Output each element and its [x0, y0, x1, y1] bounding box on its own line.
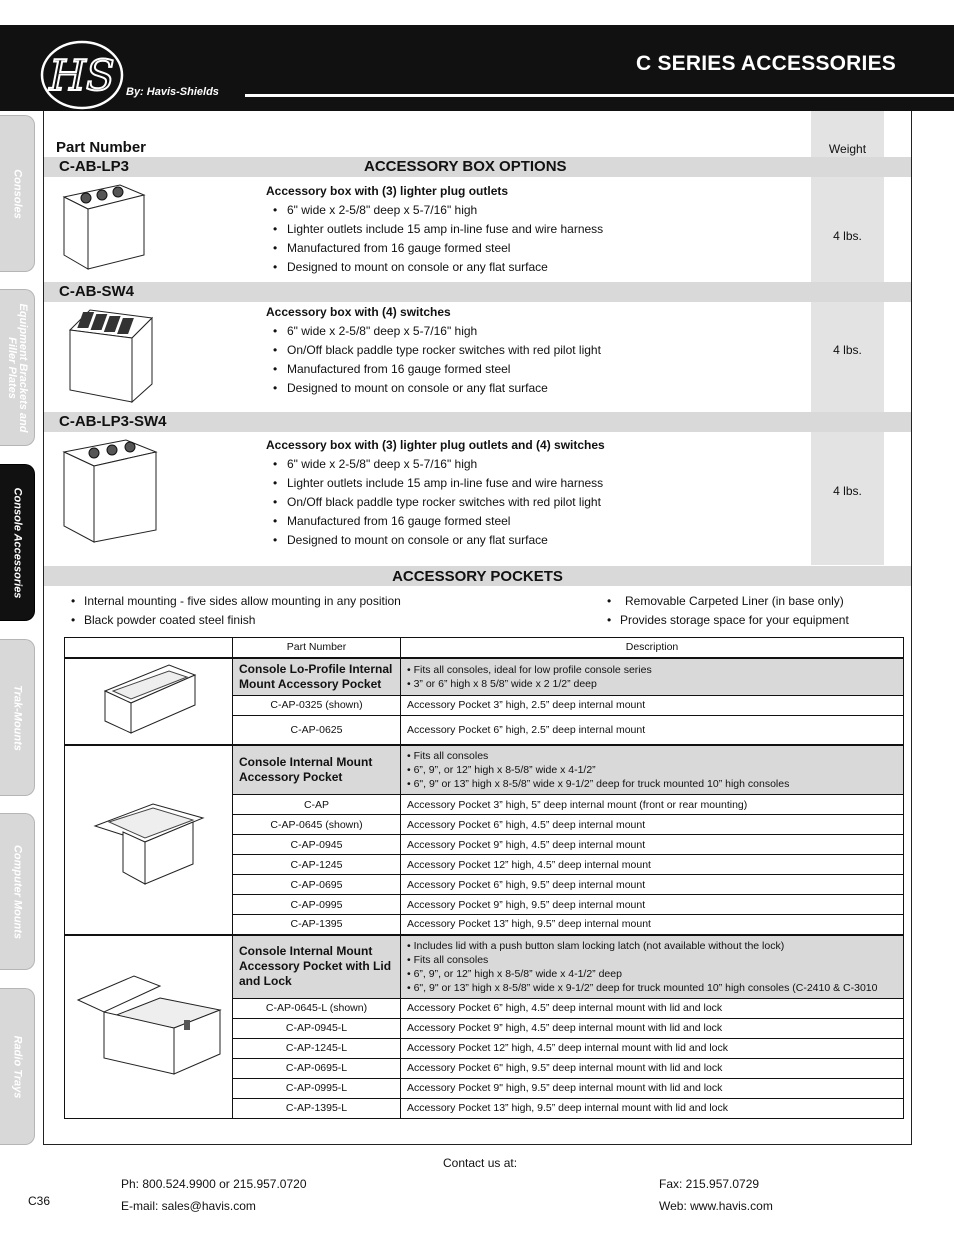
pocket-notes	[401, 935, 904, 999]
note: • 6”, 9”, or 12” high x 8-5/8” wide x 4-1/2”	[407, 763, 897, 777]
pocket-image-cell	[65, 658, 233, 746]
table-header-description: Description	[401, 638, 904, 658]
bullet: • Designed to mount on console or any flat surface	[266, 531, 605, 550]
box-description-2	[266, 303, 601, 398]
part-cell: C-AP-0695-L	[233, 1058, 401, 1078]
part-number: C-AB-LP3	[59, 158, 129, 175]
note: • 6", 9" or 13” high x 8-5/8” wide x 9-1/2” deep for truck mounted 10” high consoles	[407, 777, 897, 791]
box-band-2	[44, 282, 911, 302]
bullet: • Manufactured from 16 gauge formed steel	[266, 239, 603, 258]
note: • Includes lid with a push button slam locking latch (not available without the lock)	[407, 939, 897, 953]
weight-heading: Weight	[828, 142, 867, 156]
part-number: C-AB-LP3-SW4	[59, 413, 167, 430]
note: • 6”, 9”, or 12” high x 8-5/8” wide x 4-1/2” deep	[407, 967, 897, 981]
bullet: • Removable Carpeted Liner (in base only)	[606, 592, 849, 611]
table-row	[65, 935, 904, 999]
weight-value: 4 lbs.	[833, 229, 862, 243]
pocket-image-cell	[65, 935, 233, 1119]
havis-shields-logo	[40, 40, 124, 110]
lo-profile-pocket-image	[99, 661, 199, 739]
pockets-bullets-right	[606, 592, 849, 630]
tab-computer-mounts[interactable]: Computer Mounts	[0, 813, 35, 970]
footer-phone[interactable]: Ph: 800.524.9900 or 215.957.0720	[121, 1177, 307, 1191]
part-number-heading: Part Number	[56, 139, 147, 156]
part-cell: C-AP-0325 (shown)	[233, 695, 401, 715]
part-cell: C-AP-0695	[233, 875, 401, 895]
part-cell: C-AP-0945	[233, 835, 401, 855]
pocket-name: Console Internal Mount Accessory Pocket with Lid and Lock	[233, 935, 401, 999]
footer-contact: Contact us at:	[443, 1156, 518, 1170]
box-title: Accessory box with (3) lighter plug outlets	[266, 184, 509, 198]
desc-cell: Accessory Pocket 12” high, 4.5” deep internal mount with lid and lock	[401, 1038, 904, 1058]
combo-box-image	[60, 436, 160, 548]
bullet: • Manufactured from 16 gauge formed steel	[266, 512, 605, 531]
tab-radio-trays[interactable]: Radio Trays	[0, 988, 35, 1145]
box-title: Accessory box with (4) switches	[266, 305, 451, 319]
part-cell: C-AP-1395-L	[233, 1098, 401, 1118]
bullet: • 6" wide x 2-5/8" deep x 5-7/16" high	[266, 322, 601, 341]
page-number: C36	[28, 1194, 51, 1208]
box-title: Accessory box with (3) lighter plug outlets and (4) switches	[266, 438, 605, 452]
pocket-notes	[401, 658, 904, 696]
desc-cell: Accessory Pocket 6” high, 4.5” deep internal mount with lid and lock	[401, 998, 904, 1018]
bullet: • On/Off black paddle type rocker switches with red pilot light	[266, 493, 605, 512]
part-cell: C-AP-0625	[233, 715, 401, 745]
part-number: C-AB-SW4	[59, 283, 134, 300]
bullet: • Black powder coated steel finish	[70, 611, 401, 630]
desc-cell: Accessory Pocket 9” high, 4.5” deep internal mount with lid and lock	[401, 1018, 904, 1038]
internal-mount-pocket-image	[89, 788, 209, 888]
lid-lock-pocket-image	[74, 970, 224, 1080]
note: • 6", 9" or 13” high x 8-5/8” wide x 9-1/2” deep for truck mounted 10” high consoles (C-2410 & C-3010	[407, 981, 897, 995]
bullet: • Lighter outlets include 15 amp in-line fuse and wire harness	[266, 474, 605, 493]
desc-cell: Accessory Pocket 6” high, 2.5” deep internal mount	[401, 715, 904, 745]
pockets-band	[44, 566, 911, 586]
switch-box-image	[66, 304, 156, 404]
part-cell: C-AP	[233, 795, 401, 815]
section-title-pockets: ACCESSORY POCKETS	[392, 568, 563, 585]
lighter-box-image	[60, 181, 146, 271]
weight-value: 4 lbs.	[833, 343, 862, 357]
desc-cell: Accessory Pocket 6" high, 9.5” deep internal mount with lid and lock	[401, 1058, 904, 1078]
tab-equipment-brackets[interactable]: Equipment Brackets and Filler Plates	[0, 289, 35, 446]
note: • Fits all consoles, ideal for low profile console series	[407, 663, 897, 677]
desc-cell: Accessory Pocket 13” high, 9.5” deep internal mount	[401, 915, 904, 935]
bullet: • Lighter outlets include 15 amp in-line fuse and wire harness	[266, 220, 603, 239]
pocket-image-cell	[65, 745, 233, 935]
note: • 3” or 6” high x 8 5/8” wide x 2 1/2” deep	[407, 677, 897, 691]
pocket-name: Console Lo-Profile Internal Mount Accessory Pocket	[233, 658, 401, 696]
desc-cell: Accessory Pocket 9” high, 4.5” deep internal mount	[401, 835, 904, 855]
section-title-box-options: ACCESSORY BOX OPTIONS	[364, 158, 567, 175]
desc-cell: Accessory Pocket 6” high, 4.5” deep internal mount	[401, 815, 904, 835]
part-cell: C-AP-0945-L	[233, 1018, 401, 1038]
part-cell: C-AP-1245	[233, 855, 401, 875]
svg-text:HS: HS	[49, 51, 115, 100]
part-cell: C-AP-0645 (shown)	[233, 815, 401, 835]
table-row	[65, 745, 904, 795]
bullet: • Designed to mount on console or any flat surface	[266, 379, 601, 398]
pockets-table	[64, 637, 904, 1119]
box-band-1	[44, 157, 911, 177]
bullet: • Manufactured from 16 gauge formed steel	[266, 360, 601, 379]
tab-console-accessories[interactable]: Console Accessories	[0, 464, 35, 621]
pockets-bullets-left	[70, 592, 401, 630]
bullet: • 6" wide x 2-5/8" deep x 5-7/16" high	[266, 201, 603, 220]
desc-cell: Accessory Pocket 3” high, 2.5” deep internal mount	[401, 695, 904, 715]
pocket-name: Console Internal Mount Accessory Pocket	[233, 745, 401, 795]
table-row	[65, 658, 904, 696]
note: • Fits all consoles	[407, 749, 897, 763]
part-cell: C-AP-0645-L (shown)	[233, 998, 401, 1018]
pocket-notes	[401, 745, 904, 795]
page-title: C SERIES ACCESSORIES	[636, 52, 896, 75]
footer-email[interactable]: E-mail: sales@havis.com	[121, 1199, 256, 1213]
part-cell: C-AP-0995-L	[233, 1078, 401, 1098]
header-rule	[245, 94, 954, 97]
desc-cell: Accessory Pocket 3” high, 5” deep internal mount (front or rear mounting)	[401, 795, 904, 815]
desc-cell: Accessory Pocket 12” high, 4.5” deep internal mount	[401, 855, 904, 875]
part-cell: C-AP-0995	[233, 895, 401, 915]
weight-value: 4 lbs.	[833, 484, 862, 498]
desc-cell: Accessory Pocket 9” high, 9.5” deep internal mount	[401, 895, 904, 915]
bullet: • Designed to mount on console or any flat surface	[266, 258, 603, 277]
byline: By: Havis-Shields	[126, 86, 219, 98]
desc-cell: Accessory Pocket 9" high, 9.5” deep internal mount with lid and lock	[401, 1078, 904, 1098]
box-description-1	[266, 182, 603, 277]
footer-fax: Fax: 215.957.0729	[659, 1177, 760, 1191]
part-cell: C-AP-1245-L	[233, 1038, 401, 1058]
box-description-3	[266, 436, 605, 550]
box-band-3	[44, 412, 911, 432]
bullet: • 6" wide x 2-5/8" deep x 5-7/16" high	[266, 455, 605, 474]
bullet: • On/Off black paddle type rocker switches with red pilot light	[266, 341, 601, 360]
desc-cell: Accessory Pocket 13” high, 9.5” deep internal mount with lid and lock	[401, 1098, 904, 1118]
table-header-part: Part Number	[233, 638, 401, 658]
tab-consoles[interactable]: Consoles	[0, 115, 35, 272]
table-header-image	[65, 638, 233, 658]
bullet: • Provides storage space for your equipment	[606, 611, 849, 630]
tab-trak-mounts[interactable]: Trak-Mounts	[0, 639, 35, 796]
part-cell: C-AP-1395	[233, 915, 401, 935]
note: • Fits all consoles	[407, 953, 897, 967]
bullet: • Internal mounting - five sides allow mounting in any position	[70, 592, 401, 611]
footer-web[interactable]: Web: www.havis.com	[659, 1199, 773, 1213]
desc-cell: Accessory Pocket 6” high, 9.5” deep internal mount	[401, 875, 904, 895]
